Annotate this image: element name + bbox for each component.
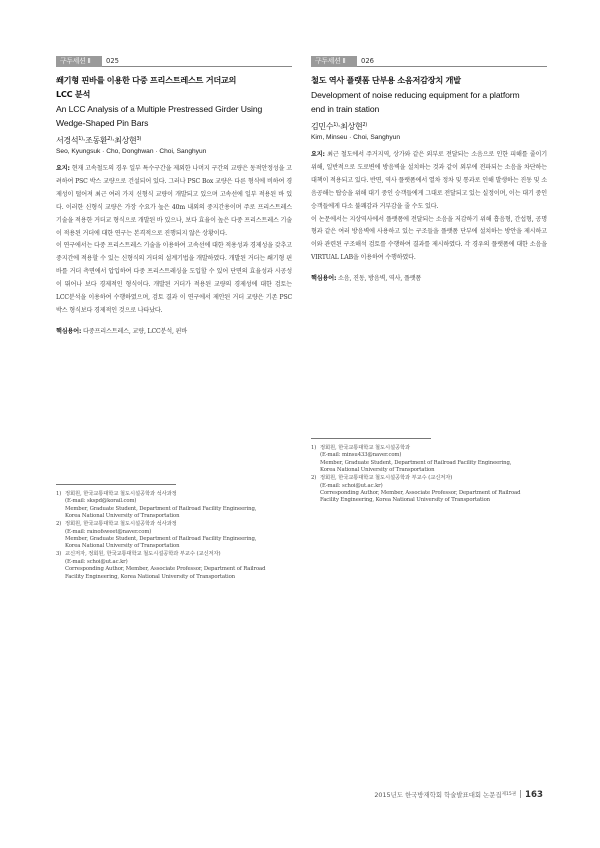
session-badge: 구두세션 Ⅱ xyxy=(56,56,102,67)
footnotes-025 xyxy=(56,484,292,582)
footer-divider xyxy=(520,790,521,798)
page-footer xyxy=(374,790,543,800)
footnote-number: 3) xyxy=(56,551,62,558)
footnote xyxy=(56,491,292,521)
footnote-email: (E-mail: schoi@ut.ac.kr) xyxy=(320,482,383,489)
footnote-line: 정회원, 한국교통대학교 철도시설공학과 xyxy=(320,445,411,451)
footnote-email: (E-mail: schoi@ut.ac.kr) xyxy=(65,558,128,565)
footnotes-026 xyxy=(311,438,547,505)
title-english-line: Development of noise reducing equipment for a platform xyxy=(311,90,520,100)
author-footnote-mark: 2) xyxy=(107,136,112,142)
footnote-line: 정회원, 한국교통대학교 철도시설공학과 석사과정 xyxy=(65,491,177,497)
abstract-paragraph xyxy=(56,163,292,240)
title-korean-line: LCC 분석 xyxy=(56,89,91,99)
footnote-line: Korea National University of Transportation xyxy=(65,513,180,520)
abstract-label: 요지: xyxy=(311,151,325,158)
footnote-line: Member, Graduate Student, Department of Railroad Facility Engineering, xyxy=(320,459,512,466)
page-number: 163 xyxy=(525,790,543,800)
author-name: 조동환 xyxy=(85,136,108,145)
abstract-text: 최근 철도에서 주거지역, 상가와 같은 외부로 전달되는 소음으로 인한 피해를 줄이기 위해, 일반적으로 도로변에 방음벽을 설치하는 것과 같이 외부에 전파되는 소음을 차단하는 대책이 적용되고 있다. 반면, 역사 플랫폼에서 열차 정차 및 통과로 인해 발생하는 진동 및 소음공해는 탑승을 위해 대기 중인 승객들에게 그대로 전달되고 있는 실정이며, 이는 대기 중인 승객들에게 다소 불쾌감과 거부감을 줄 수도 있다. xyxy=(311,151,547,210)
keywords-label: 핵심용어: xyxy=(311,275,337,283)
abstract-text: 이 연구에서는 다중 프리스트레스 기술을 이용하여 고속선에 대한 적용성과 경제성을 갖추고 중지간에 적용할 수 있는 신형식의 거더의 설계기법을 개발하였다. 개발된 거더는 쐐기형 핀바를 거더 측면에서 압입하여 다중 프리스트레싱을 도입할 수 있어 단면의 효율성과 시공성이 뛰어나 보다 경제적인 형식이다. 개발된 거더가 적용된 교량의 경제성에 대한 검토는 LCC분석을 이용하여 수행하였으며, 검토 결과 이 연구에서 제안된 거더 교량은 기존 PSC 박스 형식보다 경제적인 것으로 나타났다. xyxy=(56,242,292,314)
title-english-line: Wedge-Shaped Pin Bars xyxy=(56,117,149,128)
footnote xyxy=(311,445,547,475)
abstract-paragraph xyxy=(56,240,292,317)
keywords xyxy=(56,326,292,338)
footnote-email: (E-mail: skspd@korail.com) xyxy=(65,498,137,505)
session-header xyxy=(311,56,547,67)
keywords-label: 핵심용어: xyxy=(56,327,82,335)
title-english-line: An LCC Analysis of a Multiple Prestressed Girder Using xyxy=(56,104,263,114)
author-name: 서경석 xyxy=(56,136,79,145)
session-number: 026 xyxy=(361,57,374,65)
abstract-paragraph xyxy=(311,214,547,266)
footnote-number: 1) xyxy=(311,445,317,451)
abstract xyxy=(56,163,292,318)
authors-english: Seo, Kyungsuk · Cho, Donghwan · Choi, Sanghyun xyxy=(56,148,207,155)
title-korean-line: 철도 역사 플랫폼 단부용 소음저감장치 개발 xyxy=(311,75,461,85)
footnote-number: 2) xyxy=(56,521,62,528)
footnote-number: 2) xyxy=(311,475,317,482)
authors-korean: 김민수$^{1)}$·최상현$^{2)}$ xyxy=(311,122,367,131)
footnote-rule xyxy=(56,484,176,485)
authors-english: Kim, Minseu · Choi, Sanghyun xyxy=(311,134,401,141)
session-badge: 구두세션 Ⅱ xyxy=(311,56,357,67)
footnote xyxy=(56,521,292,551)
keywords-text: 소음, 진동, 방음벽, 역사, 플랫폼 xyxy=(338,275,422,283)
footnote-line: 정회원, 한국교통대학교 철도시설공학과 부교수 (교신저자) xyxy=(320,475,453,482)
author-name: 김민수 xyxy=(311,122,334,131)
session-header xyxy=(56,56,292,67)
footnote-line: Facility Engineering, Korea National University of Transportation xyxy=(320,497,490,504)
author-footnote-mark: 1) xyxy=(78,136,83,142)
keywords-text: 다중프리스트레스, 교량, LCC분석, 핀바 xyxy=(83,327,187,335)
session-number: 025 xyxy=(106,57,119,65)
title-korean xyxy=(311,73,547,87)
keywords xyxy=(311,273,547,285)
footnote xyxy=(311,475,547,505)
footnote-line: Corresponding Author, Member, Associate Professor, Department of Railroad xyxy=(320,490,521,497)
title-korean xyxy=(56,73,292,101)
authors-korean: 서경석$^{1)}$·조동환$^{2)}$·최상현$^{3)}$ xyxy=(56,136,142,145)
title-english xyxy=(311,89,547,116)
paper-026 xyxy=(311,56,547,285)
author-footnote-mark: 1) xyxy=(333,122,338,128)
footnote-line: Member, Graduate Student, Department of Railroad Facility Engineering, xyxy=(65,505,257,512)
abstract-label: 요지: xyxy=(56,165,70,172)
abstract-paragraph xyxy=(311,149,547,214)
footnote-line: Korea National University of Transportation xyxy=(320,467,435,474)
title-korean-line: 쐐기형 핀바를 이용한 다중 프리스트레스트 거더교의 xyxy=(56,75,237,85)
footnote-line: Facility Engineering, Korea National University of Transportation xyxy=(65,573,235,580)
footnote xyxy=(56,551,292,581)
footnote-line: Corresponding Author, Member, Associate Professor, Department of Railroad xyxy=(65,566,266,573)
footnote-line: 정회원, 한국교통대학교 철도시설공학과 석사과정 xyxy=(65,521,177,528)
author-footnote-mark: 2) xyxy=(362,122,367,128)
abstract xyxy=(311,149,547,265)
abstract-text: 이 논문에서는 지상역사에서 플랫폼에 전달되는 소음을 저감하기 위해 흡음형, 간섭형, 공명형과 같은 여러 방음벽에 사용하고 있는 구조들을 플랫폼 단부에 설치하는 방안을 제시하고 이와 관련된 구조해석 검토를 수행하여 결과를 제시하였다. 각 경우의 플랫폼에 대한 소음을 VIRTUAL LAB을 이용하여 수행하였다. xyxy=(311,215,547,262)
paper-025 xyxy=(56,56,292,338)
author-footnote-mark: 3) xyxy=(136,136,142,142)
title-english-line: end in train station xyxy=(311,103,380,114)
footnote-email: (E-mail: rainofsweet@naver.com) xyxy=(65,528,152,535)
abstract-text: 현재 고속철도의 경우 일부 특수구간을 제외한 나머지 구간의 교량은 동적안정성을 고려하여 PSC 박스 교량으로 건설되어 있다. 그러나 PSC Box 교량은 다른 형식에 비하여 경제성이 떨어져 최근 여러 가지 신형식 교량이 개발되고 있으며 고속선에 일부 적용된 바 있다. 이러한 신형식 교량은 가장 수요가 높은 40m 내외의 중지간용이며 주로 프리스트레스 기술을 적용한 거더교 형식으로 개발된 바 있으나, 보다 효율이 높은 다중 프리스트레스 기술이 적용된 거더에 대한 연구는 본격적으로 진행되지 않은 상황이다. xyxy=(56,165,292,237)
footnote-rule xyxy=(311,438,431,439)
footnote-line: Member, Graduate Student, Department of Railroad Facility Engineering, xyxy=(65,536,257,543)
author-name: 최상현 xyxy=(114,136,137,145)
title-english xyxy=(56,103,292,130)
footnote-number: 1) xyxy=(56,491,62,497)
footnote-email: (E-mail: minsu433@naver.com) xyxy=(320,452,402,459)
footnote-line: 교신저자, 정회원, 한국교통대학교 철도시설공학과 부교수 (교신저자) xyxy=(65,551,221,558)
proceedings-title: 2015년도 한국방재학회 학술발표대회 논문집 xyxy=(374,791,502,799)
footnote-line: Korea National University of Transportation xyxy=(65,543,180,550)
proceedings-mark: 제15권 xyxy=(501,792,517,797)
author-name: 최상현 xyxy=(340,122,363,131)
